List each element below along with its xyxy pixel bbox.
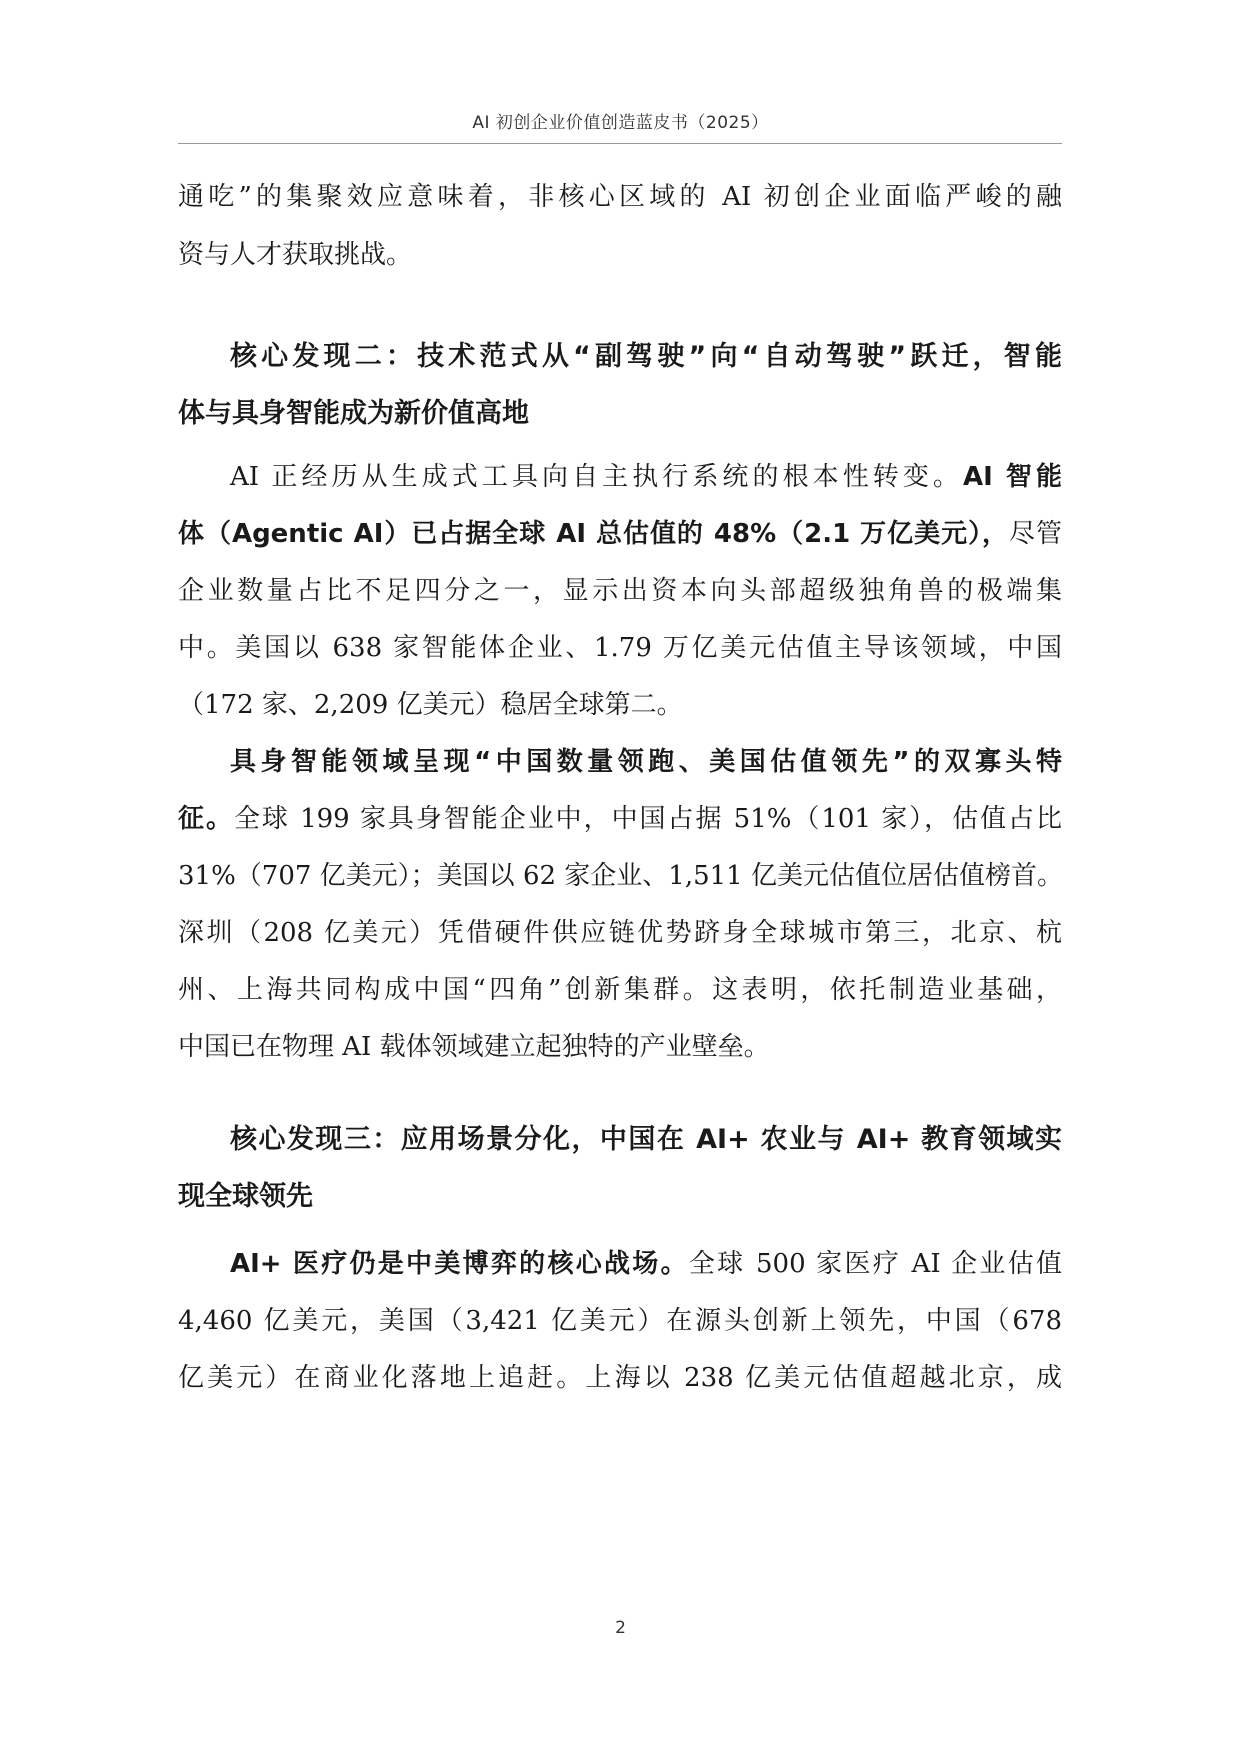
section-heading: 核心发现三：应用场景分化，中国在 AI+ 农业与 AI+ 教育领域实 [230,1124,1062,1155]
emphasis-text: AI+ 医疗仍是中美博弈的核心战场。 [230,1249,689,1279]
paragraph-line: 具身智能领域呈现“中国数量领跑、美国估值领先”的双寡头特 [230,747,1062,777]
section-heading: 体与具身智能成为新价值高地 [178,398,529,429]
paragraph-text: 尽管 [1009,519,1062,549]
paragraph-line: 中。美国以 638 家智能体企业、1.79 万亿美元估值主导该领域，中国 [178,633,1062,663]
paragraph-line [178,512,1062,556]
paragraph-text: AI 正经历从生成式工具向自主执行系统的根本性转变。 [230,462,963,492]
body-line: 通吃”的集聚效应意味着，非核心区域的 AI 初创企业面临严峻的融 [178,182,1062,212]
paragraph-line: 中国已在物理 AI 载体领域建立起独特的产业壁垒。 [178,1032,770,1062]
paragraph-line: （172 家、2,209 亿美元）稳居全球第二。 [178,690,683,720]
section-heading: 现全球领先 [178,1181,313,1212]
paragraph-line: 企业数量占比不足四分之一，显示出资本向头部超级独角兽的极端集 [178,576,1062,606]
paragraph-text: 全球 199 家具身智能企业中，中国占据 51%（101 家），估值占比 [233,804,1062,834]
paragraph-line [178,797,1062,841]
paragraph-line: 州、上海共同构成中国“四角”创新集群。这表明，依托制造业基础， [178,975,1062,1005]
emphasis-text: 体（Agentic AI）已占据全球 AI 总估值的 48%（2.1 万亿美元）， [178,519,1010,549]
emphasis-text: 征。 [178,804,234,834]
paragraph-line [230,455,1062,499]
paragraph-line [230,1242,1062,1286]
paragraph-line: 亿美元）在商业化落地上追赶。上海以 238 亿美元估值超越北京，成 [178,1363,1062,1393]
paragraph-text: 全球 500 家医疗 AI 企业估值 [688,1249,1062,1279]
running-header: AI 初创企业价值创造蓝皮书（2025） [472,113,769,133]
section-heading: 核心发现二：技术范式从“副驾驶”向“自动驾驶”跃迁，智能 [230,341,1062,372]
body-line: 资与人才获取挑战。 [178,240,413,270]
header-divider [178,143,1062,144]
emphasis-text: AI 智能 [963,462,1062,492]
paragraph-line: 深圳（208 亿美元）凭借硬件供应链优势跻身全球城市第三，北京、杭 [178,918,1062,948]
page-number: 2 [615,1618,626,1638]
paragraph-line: 4,460 亿美元，美国（3,421 亿美元）在源头创新上领先，中国（678 [178,1306,1062,1336]
paragraph-line: 31%（707 亿美元）；美国以 62 家企业、1,511 亿美元估值位居估值榜首。 [178,861,1063,891]
